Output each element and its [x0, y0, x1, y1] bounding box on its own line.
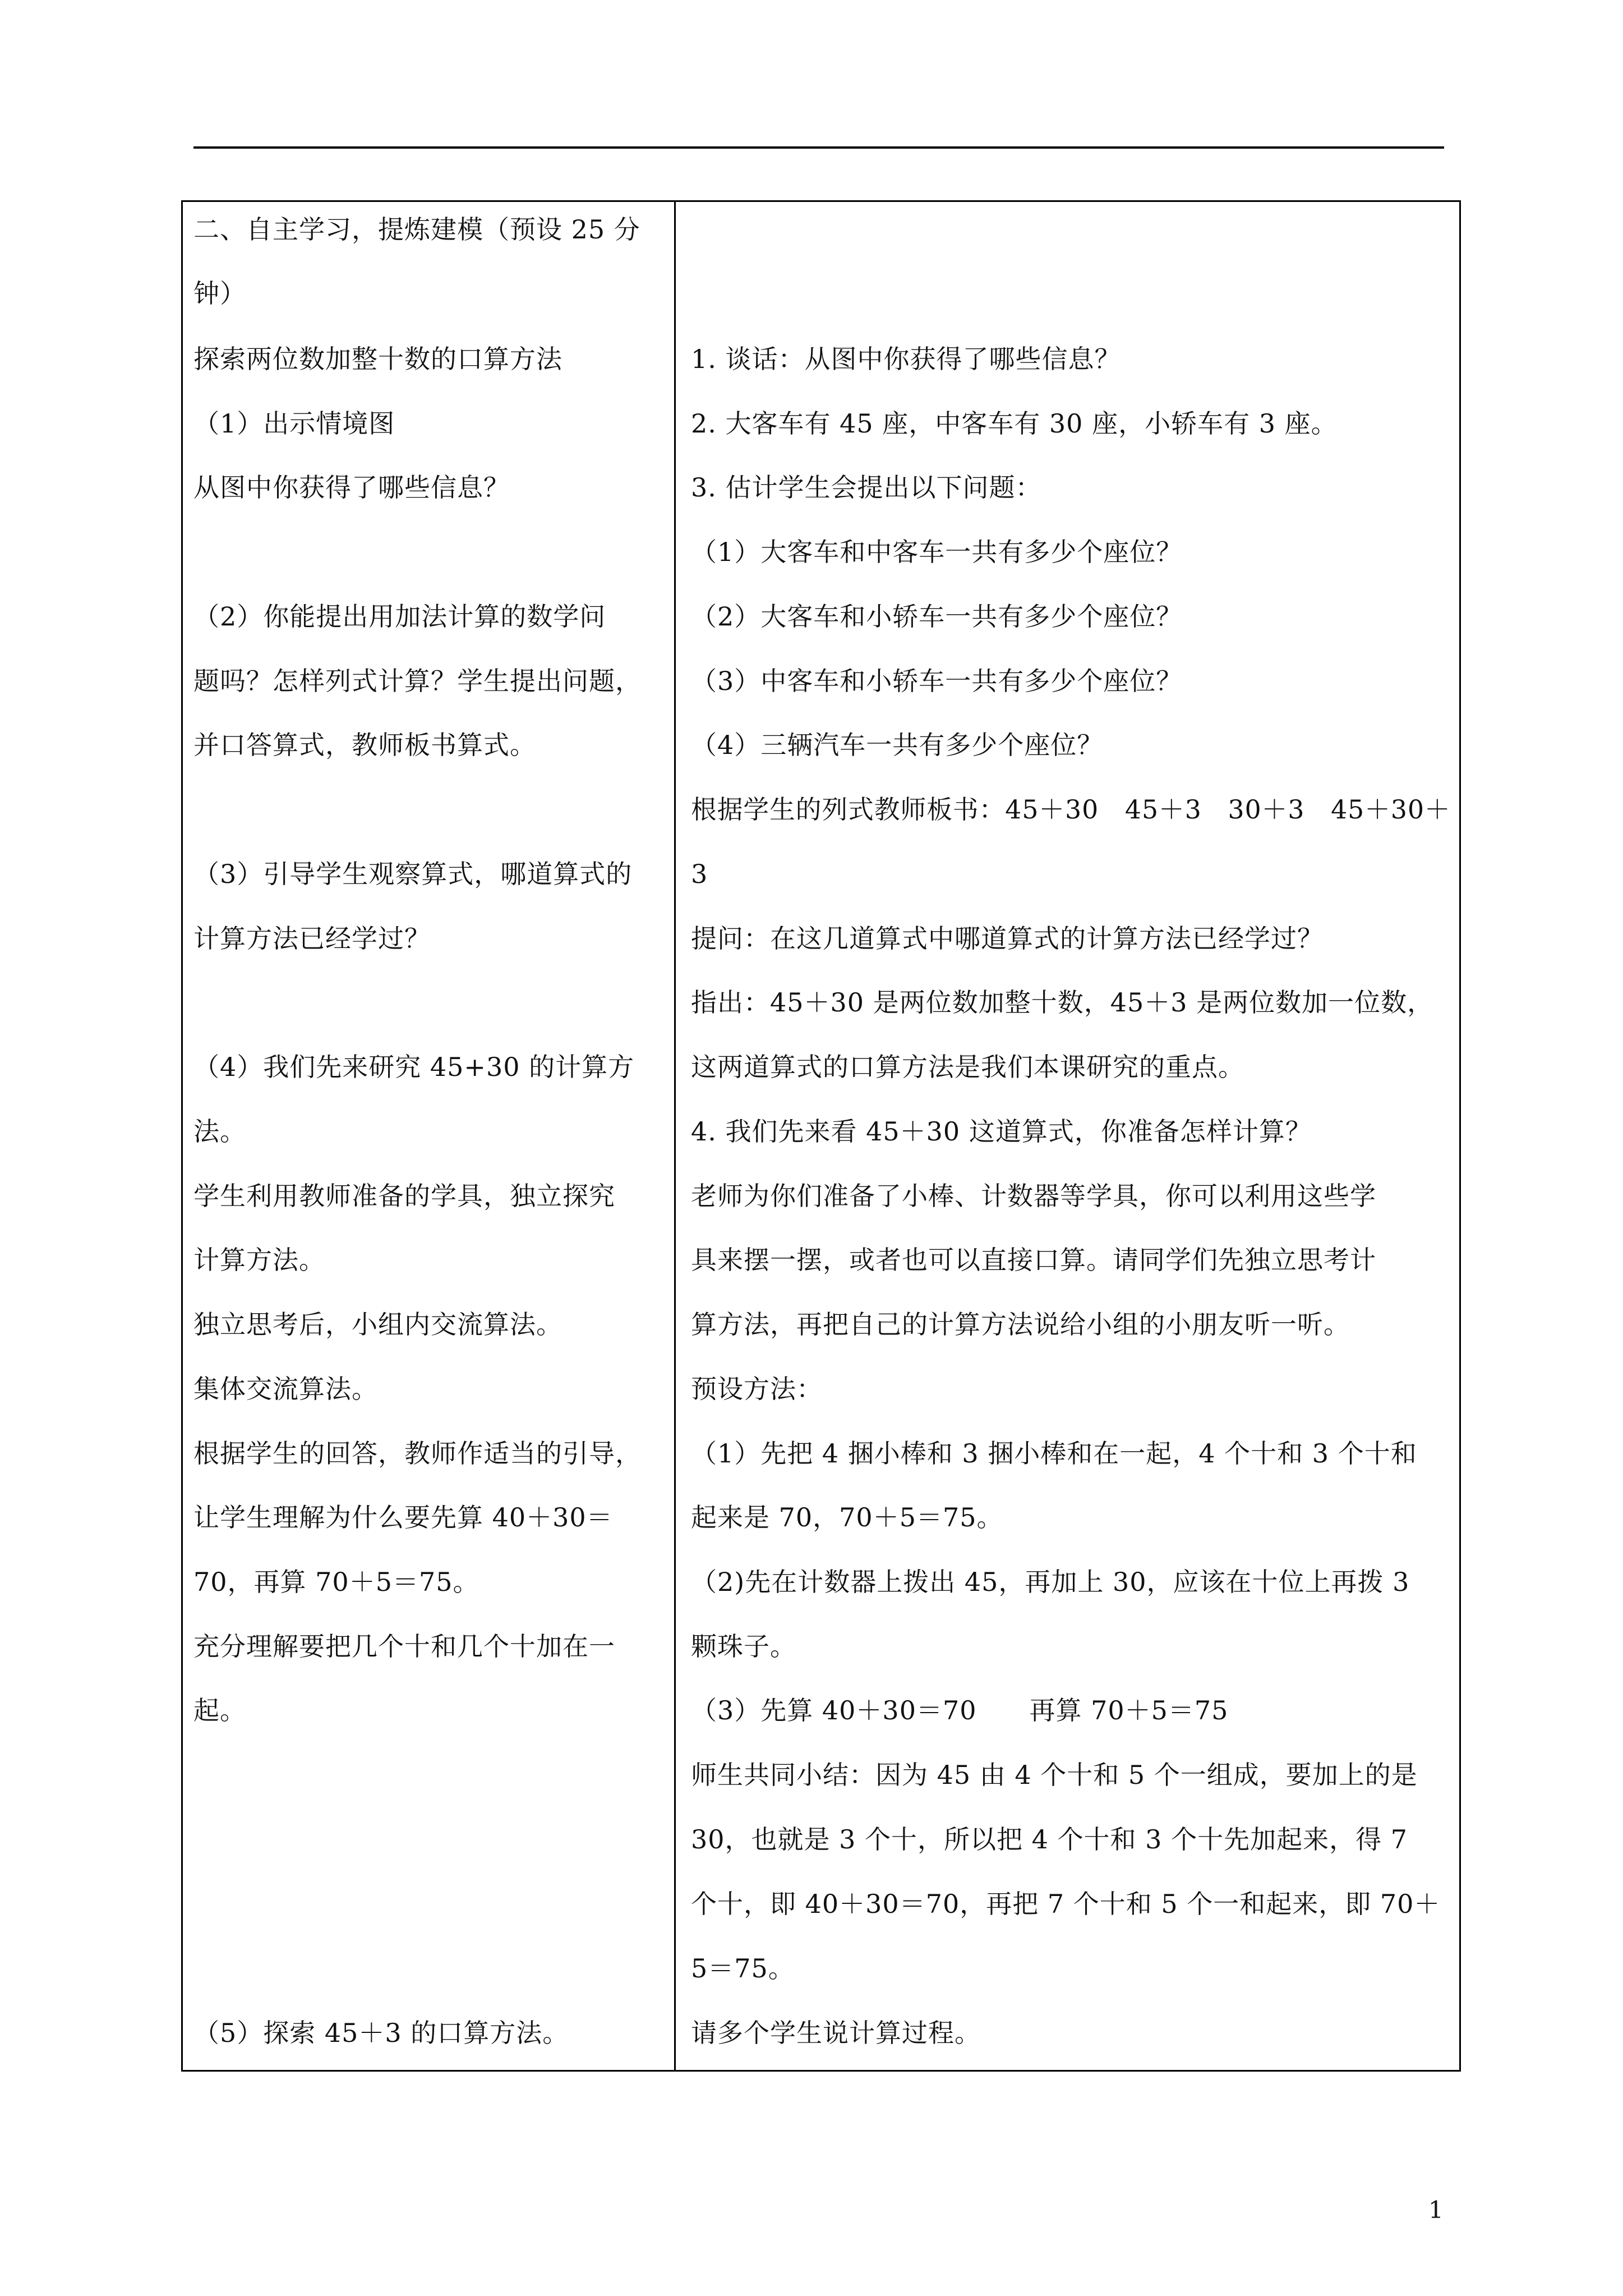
right-line-9: 3 — [691, 859, 708, 889]
right-line-8: 根据学生的列式教师板书：45＋30 45＋3 30＋3 45＋30＋ — [691, 794, 1451, 825]
left-line-20: 充分理解要把几个十和几个十加在一 — [193, 1631, 615, 1662]
right-line-11: 指出：45＋30 是两位数加整十数，45＋3 是两位数加一位数， — [691, 987, 1434, 1018]
left-line-17: 根据学生的回答，教师作适当的引导， — [193, 1438, 642, 1469]
left-line-22: （5）探索 45＋3 的口算方法。 — [193, 2018, 569, 2048]
left-line-15: 独立思考后，小组内交流算法。 — [193, 1309, 562, 1340]
right-line-25: 个十，即 40＋30＝70，再把 7 个十和 5 个一和起来，即 70＋ — [691, 1889, 1441, 1919]
right-line-17: 预设方法： — [691, 1374, 823, 1404]
left-line-14: 计算方法。 — [193, 1245, 325, 1275]
left-line-2: 钟） — [193, 278, 246, 309]
left-line-19: 70，再算 70＋5＝75。 — [193, 1567, 479, 1597]
column-divider — [674, 200, 676, 2072]
right-line-1: 1. 谈话：从图中你获得了哪些信息？ — [691, 344, 1121, 374]
right-line-27: 请多个学生说计算过程。 — [691, 2018, 981, 2048]
right-line-26: 5＝75。 — [691, 1953, 795, 1984]
right-line-19: 起来是 70，70＋5＝75。 — [691, 1502, 1003, 1533]
left-line-10: 计算方法已经学过？ — [193, 923, 431, 954]
left-line-1: 二、自主学习，提炼建模（预设 25 分 — [193, 214, 640, 245]
left-line-6: （2）你能提出用加法计算的数学问 — [193, 601, 606, 632]
left-line-16: 集体交流算法。 — [193, 1374, 378, 1404]
right-line-22: （3）先算 40＋30＝70 再算 70＋5＝75 — [691, 1695, 1229, 1726]
right-line-23: 师生共同小结：因为 45 由 4 个十和 5 个一组成，要加上的是 — [691, 1760, 1418, 1790]
right-line-13: 4. 我们先来看 45＋30 这道算式，你准备怎样计算？ — [691, 1116, 1312, 1147]
right-line-14: 老师为你们准备了小棒、计数器等学具，你可以利用这些学 — [691, 1181, 1376, 1211]
left-line-9: （3）引导学生观察算式，哪道算式的 — [193, 859, 633, 889]
right-line-2: 2. 大客车有 45 座，中客车有 30 座，小轿车有 3 座。 — [691, 408, 1338, 439]
right-line-3: 3. 估计学生会提出以下问题： — [691, 472, 1042, 503]
right-line-4: （1）大客车和中客车一共有多少个座位？ — [691, 537, 1183, 567]
right-line-20: （2)先在计数器上拨出 45，再加上 30，应该在十位上再拨 3 — [691, 1567, 1410, 1597]
left-line-5: 从图中你获得了哪些信息？ — [193, 472, 510, 503]
right-line-21: 颗珠子。 — [691, 1631, 796, 1662]
page-number: 1 — [1428, 2196, 1444, 2224]
left-line-13: 学生利用教师准备的学具，独立探究 — [193, 1181, 615, 1211]
right-line-12: 这两道算式的口算方法是我们本课研究的重点。 — [691, 1052, 1244, 1082]
right-line-6: （3）中客车和小轿车一共有多少个座位？ — [691, 666, 1183, 696]
left-line-12: 法。 — [193, 1116, 246, 1147]
left-line-4: （1）出示情境图 — [193, 408, 395, 439]
header-rule — [193, 146, 1444, 149]
right-line-5: （2）大客车和小轿车一共有多少个座位？ — [691, 601, 1183, 632]
right-line-18: （1）先把 4 捆小棒和 3 捆小棒和在一起，4 个十和 3 个十和 — [691, 1438, 1417, 1469]
left-line-21: 起。 — [193, 1695, 246, 1726]
right-line-15: 具来摆一摆，或者也可以直接口算。请同学们先独立思考计 — [691, 1245, 1376, 1275]
left-line-11: （4）我们先来研究 45+30 的计算方 — [193, 1052, 635, 1082]
left-line-18: 让学生理解为什么要先算 40＋30＝ — [193, 1502, 613, 1533]
right-line-16: 算方法，再把自己的计算方法说给小组的小朋友听一听。 — [691, 1309, 1350, 1340]
left-line-3: 探索两位数加整十数的口算方法 — [193, 344, 562, 374]
right-line-7: （4）三辆汽车一共有多少个座位？ — [691, 730, 1104, 760]
left-line-8: 并口答算式，教师板书算式。 — [193, 730, 536, 760]
right-line-10: 提问：在这几道算式中哪道算式的计算方法已经学过？ — [691, 923, 1324, 954]
right-line-24: 30，也就是 3 个十，所以把 4 个十和 3 个十先加起来，得 7 — [691, 1824, 1408, 1855]
left-line-7: 题吗？怎样列式计算？学生提出问题， — [193, 666, 642, 696]
